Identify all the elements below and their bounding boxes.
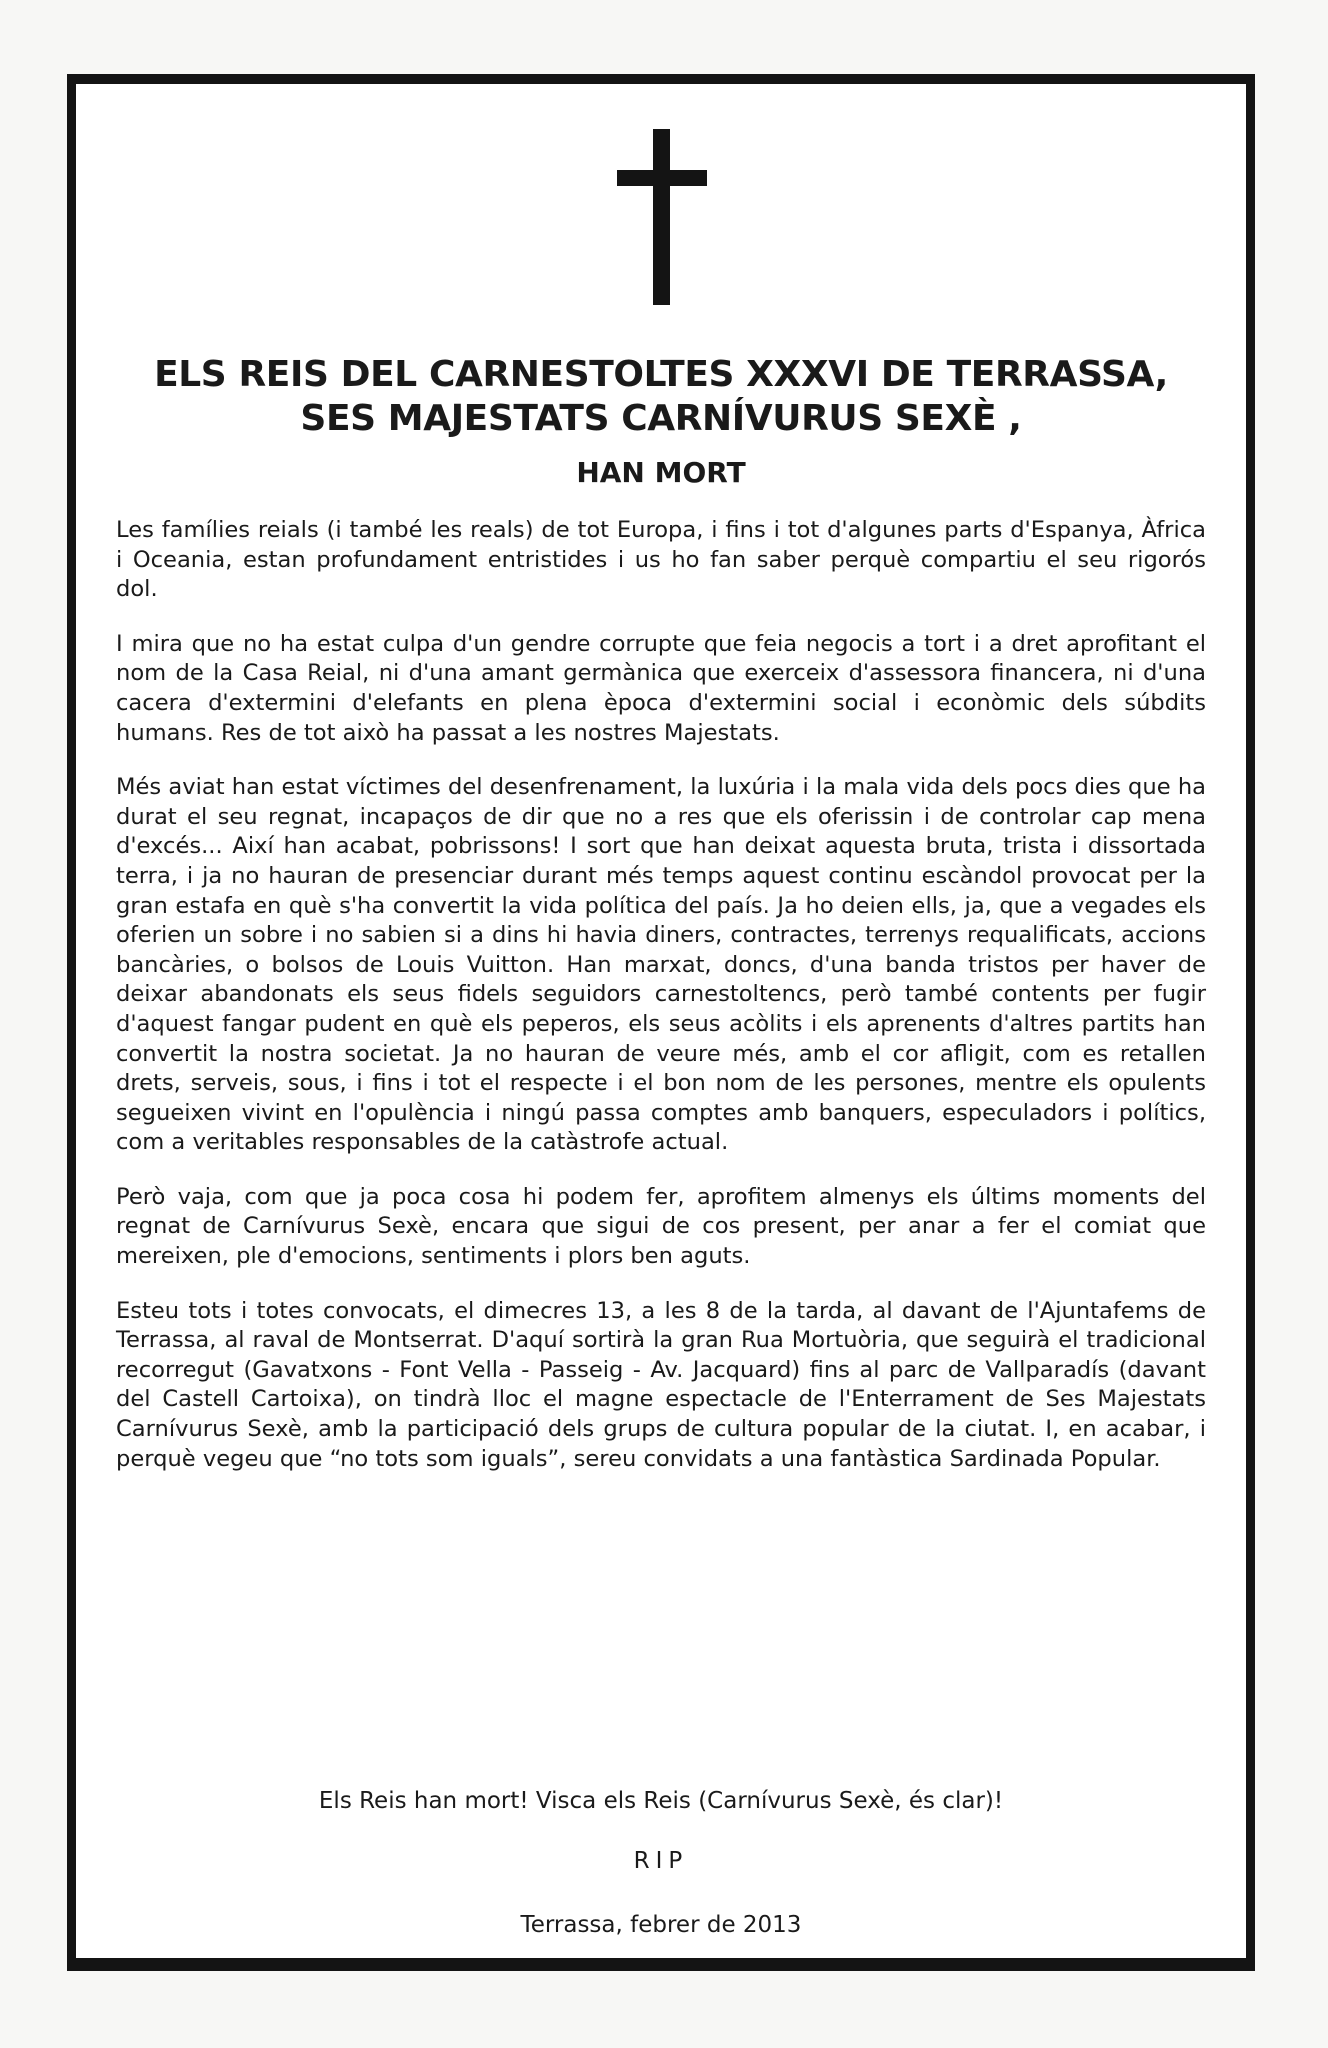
death-notice-card [76, 84, 1246, 1958]
dateline: Terrassa, febrer de 2013 [520, 1912, 802, 1938]
title-line-3: HAN MORT [576, 456, 746, 489]
paragraph-3: Més aviat han estat víctimes del desenfrenament, la luxúria i la mala vida dels pocs dies que ha durat el seu regnat, incapaços de dir que no a res que els oferissin i de controlar cap mena d'excés... Així han acabat, pobrissons! I sort que han deixat aquesta bruta, trista i dissortada terra, i ja no hauran de presenciar durant més temps aquest continu escàndol provocat per la gran estafa en què s'ha convertit la vida política del país. Ja ho deien ells, ja, que a vegades els oferien un sobre i no sabien si a dins hi havia diners, contractes, terrenys requalificats, accions bancàries, o bolsos de Louis Vuitton. Han marxat, doncs, d'una banda tristos per haver de deixar abandonats els seus fidels seguidors carnestoltencs, però també contents per fugir d'aquest fangar pudent en què els peperos, els seus acòlits i els aprenents d'altres partits han convertit la nostra societat. Ja no hauran de veure més, amb el cor afligit, com es retallen drets, serveis, sous, i fins i tot el respecte i el bon nom de les persones, mentre els opulents segueixen vivint en l'opulència i ningú passa comptes amb banquers, especuladors i polítics, com a veritables responsables de la catàstrofe actual. [116, 774, 1206, 1156]
cross-horizontal-bar [617, 170, 707, 186]
rip-line: RIP [633, 1848, 689, 1874]
title-line-1: ELS REIS DEL CARNESTOLTES XXXVI DE TERRASSA, [154, 354, 1168, 395]
paragraph-2: I mira que no ha estat culpa d'un gendre corrupte que feia negocis a tort i a dret aprofitant el nom de la Casa Reial, ni d'una amant germànica que exerceix d'assessora financera, ni d'una cacera d'extermini d'elefants en plena època d'extermini social i econòmic dels súbdits humans. Res de tot això ha passat a les nostres Majestats. [116, 630, 1206, 746]
closing-line: Els Reis han mort! Visca els Reis (Carnívurus Sexè, és clar)! [318, 1788, 1004, 1814]
paragraph-1: Les famílies reials (i també les reals) de tot Europa, i fins i tot d'algunes parts d'Espanya, Àfrica i Oceania, estan profundament entristides i us ho fan saber perquè compartiu el seu rigorós dol. [116, 517, 1206, 603]
cross-vertical-bar [653, 129, 670, 305]
notice-body [116, 516, 1206, 1499]
paragraph-4: Però vaja, com que ja poca cosa hi podem fer, aprofitem almenys els últims moments del regnat de Carnívurus Sexè, encara que sigui de cos present, per anar a fer el comiat que mereixen, ple d'emocions, sentiments i plors ben aguts. [116, 1183, 1206, 1270]
title-line-2: SES MAJESTATS CARNÍVURUS SEXÈ , [300, 398, 1022, 439]
paragraph-5: Esteu tots i totes convocats, el dimecres 13, a les 8 de la tarda, al davant de l'Ajuntafems de Terrassa, al raval de Montserrat. D'aquí sortirà la gran Rua Mortuòria, que seguirà el tradicional recorregut (Gavatxons - Font Vella - Passeig - Av. Jacquard) fins al parc de Vallparadís (davant del Castell Cartoixa), on tindrà lloc el magne espectacle de l'Enterrament de Ses Majestats Carnívurus Sexè, amb la participació dels grups de cultura popular de la ciutat. I, en acabar, i perquè vegeu que “no tots som iguals”, sereu convidats a una fantàstica Sardinada Popular. [116, 1297, 1206, 1472]
